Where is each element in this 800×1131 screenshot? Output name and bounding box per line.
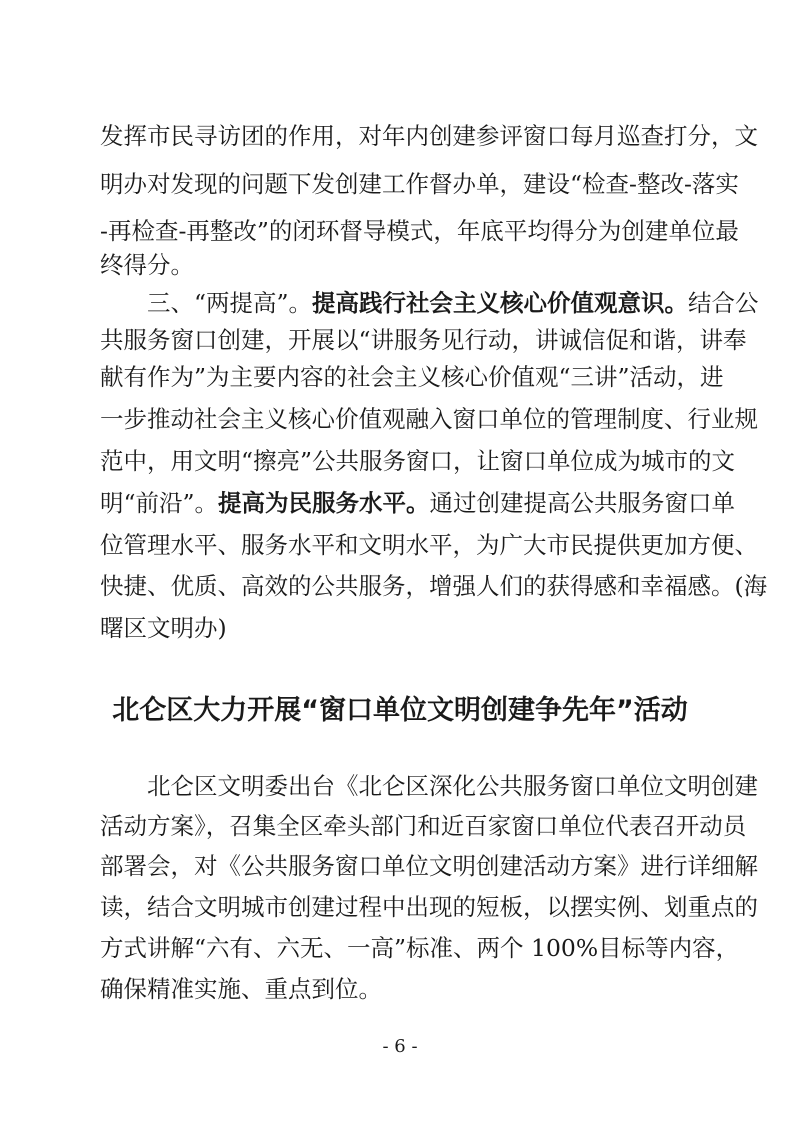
paragraph-line: 方式讲解“六有、六无、一高”标准、两个 100%目标等内容， [100, 934, 740, 962]
paragraph-line: 一步推动社会主义核心价值观融入窗口单位的管理制度、行业规 [100, 405, 758, 433]
paragraph-line: 快捷、优质、高效的公共服务，增强人们的获得感和幸福感。(海 [100, 572, 768, 600]
text-run: 结合公 [688, 289, 759, 317]
bold-subheading: 提高践行社会主义核心价值观意识。 [312, 289, 689, 317]
paragraph-line: -再检查-再整改”的闭环督导模式，年底平均得分为创建单位最 [100, 217, 739, 245]
paragraph-line: 共服务窗口创建，开展以“讲服务见行动，讲诚信促和谐，讲奉 [100, 326, 747, 354]
bold-subheading: 提高为民服务水平。 [218, 489, 430, 517]
paragraph-line: 活动方案》，召集全区牵头部门和近百家窗口单位代表召开动员 [100, 812, 747, 840]
paragraph-line [100, 483, 736, 523]
text-run: 明“前沿”。 [100, 489, 219, 517]
text-run: 通过创建提高公共服务窗口单 [429, 489, 736, 517]
paragraph-line: 位管理水平、服务水平和文明水平，为广大市民提供更加方便、 [100, 531, 758, 559]
paragraph-line: 北仑区文明委出台《北仑区深化公共服务窗口单位文明创建 [147, 772, 758, 800]
paragraph-line: 曙区文明办) [100, 614, 227, 642]
section-heading-line [147, 283, 759, 323]
paragraph-line: 范中，用文明“擦亮”公共服务窗口，让窗口单位成为城市的文 [100, 447, 736, 475]
page-number: - 6 - [382, 1036, 418, 1057]
paragraph-line: 部署会，对《公共服务窗口单位文明创建活动方案》进行详细解 [100, 852, 758, 880]
article-title: 北仑区大力开展“窗口单位文明创建争先年”活动 [112, 695, 688, 726]
paragraph-line: 读，结合文明城市创建过程中出现的短板，以摆实例、划重点的 [100, 893, 758, 921]
paragraph-line: 献有作为”为主要内容的社会主义核心价值观“三讲”活动，进 [100, 363, 724, 391]
section-number: 三、“两提高”。 [147, 289, 313, 317]
paragraph-line: 确保精准实施、重点到位。 [100, 975, 382, 1003]
paragraph-line: 明办对发现的问题下发创建工作督办单，建设“检查-整改-落实 [100, 170, 739, 198]
paragraph-line: 发挥市民寻访团的作用，对年内创建参评窗口每月巡查打分，文 [100, 122, 758, 150]
paragraph-line: 终得分。 [100, 251, 194, 279]
